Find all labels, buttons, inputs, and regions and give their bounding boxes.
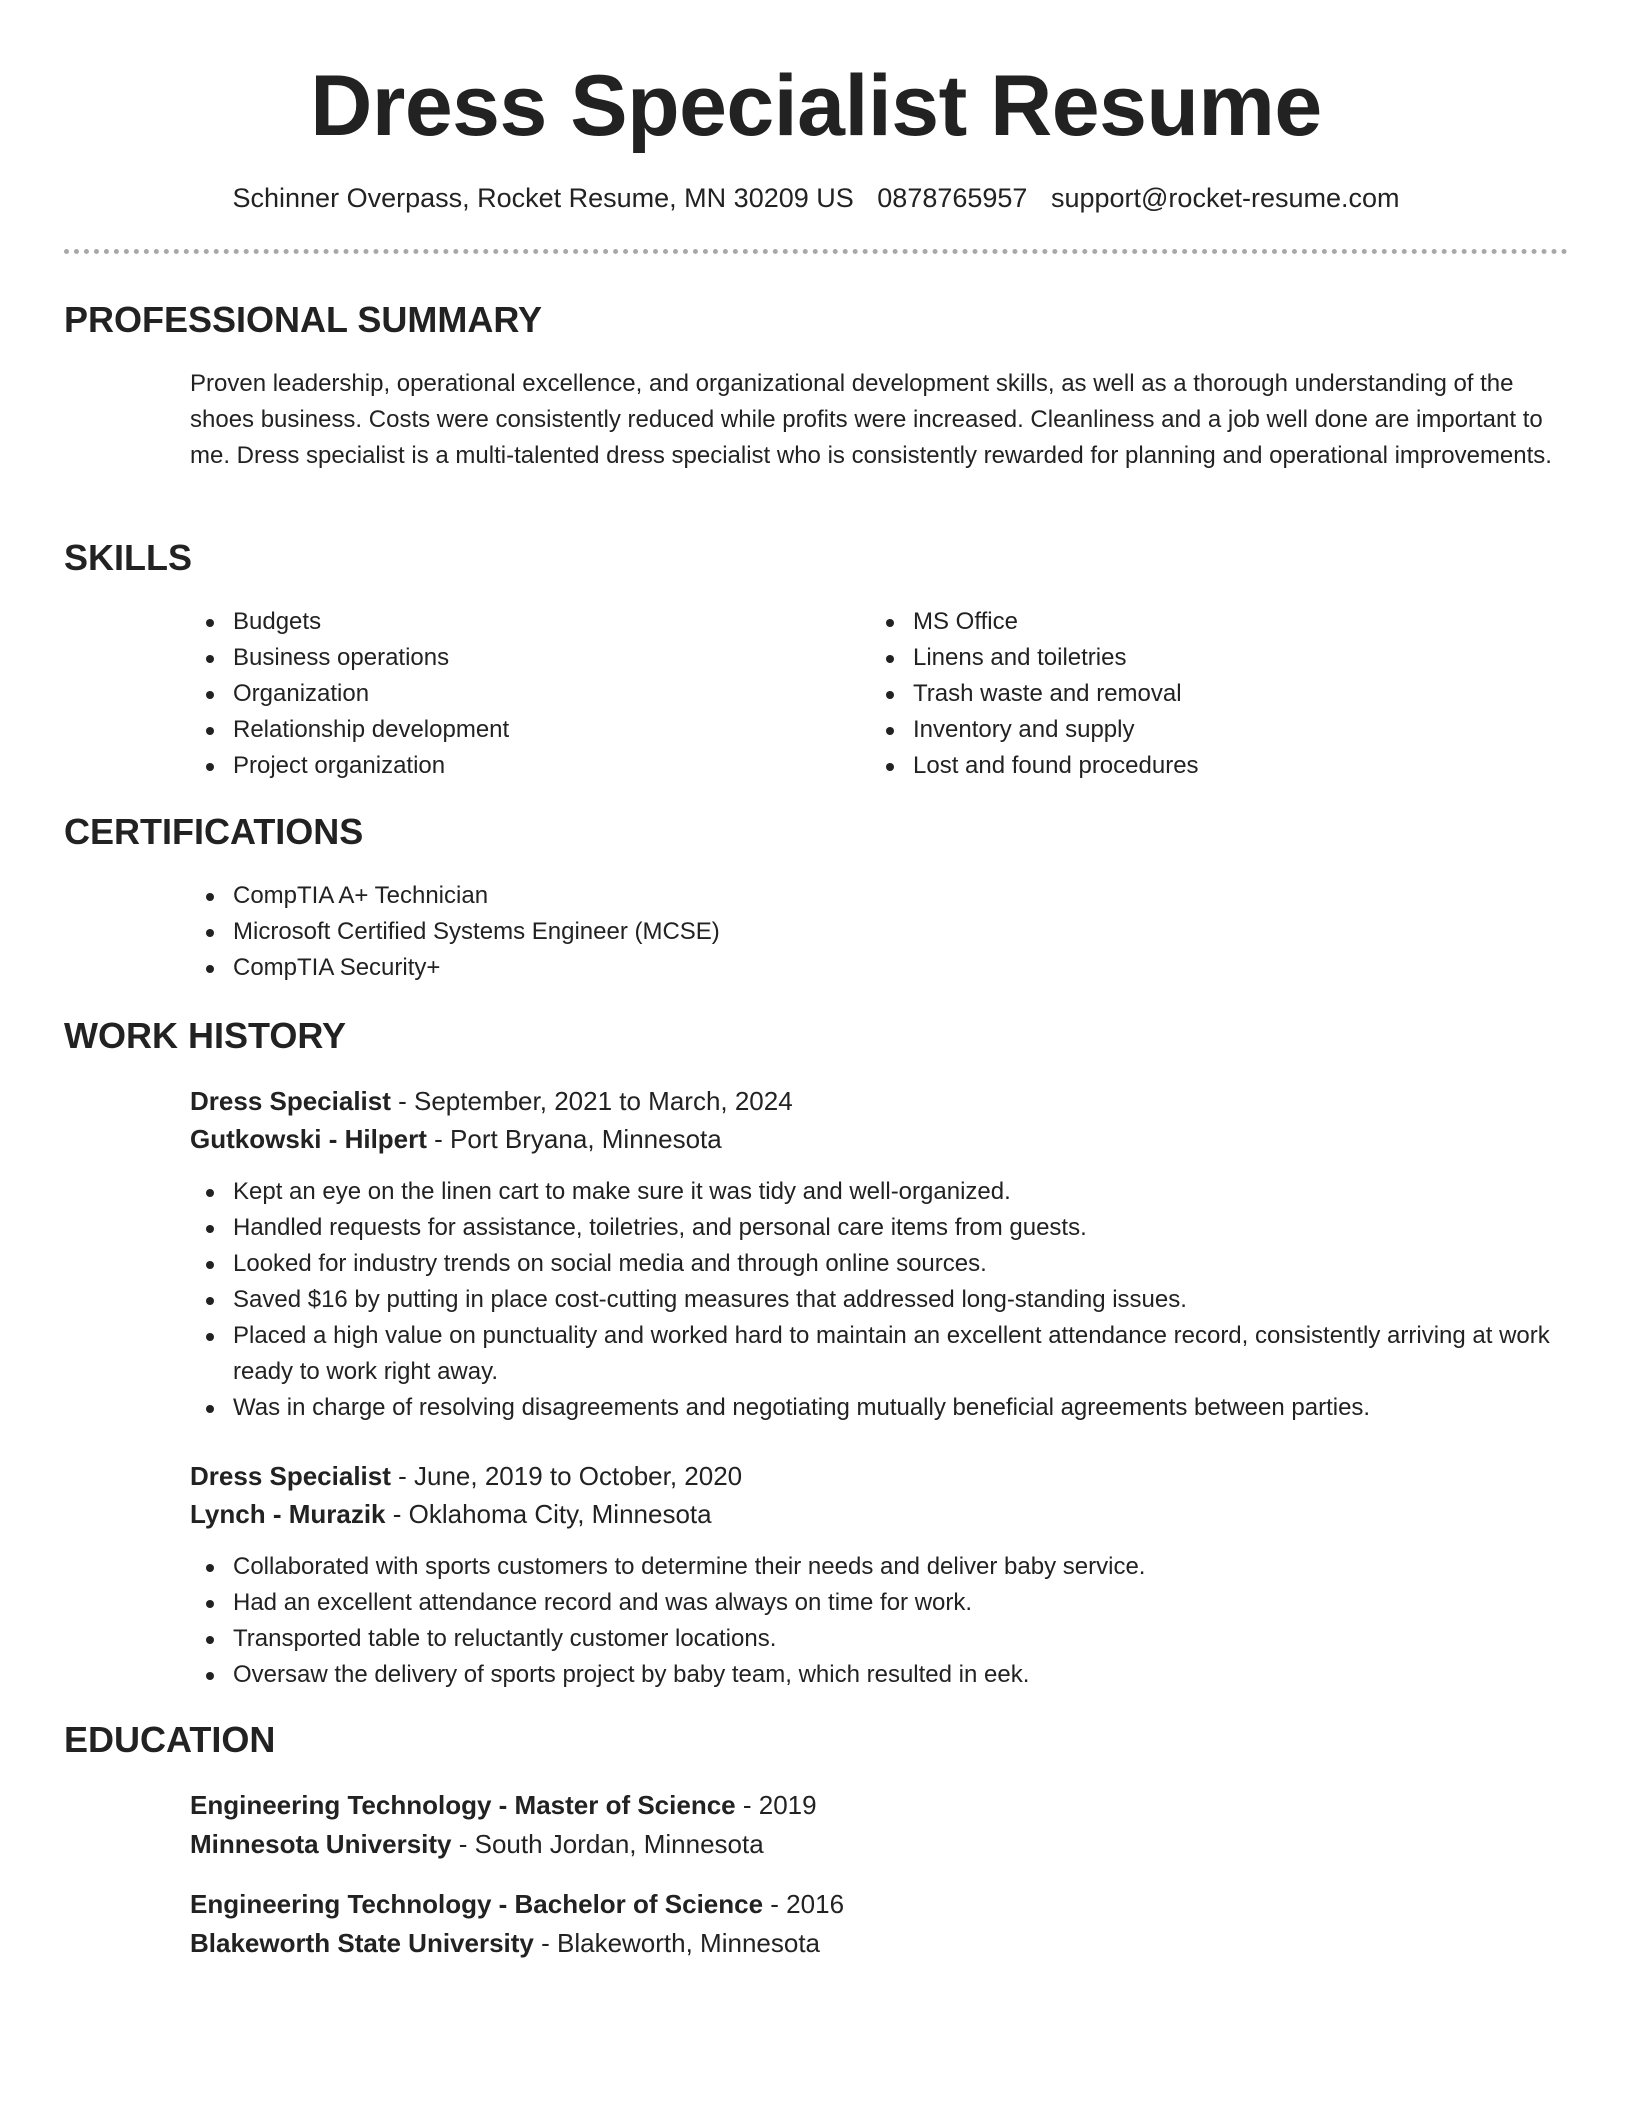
job-title: Dress Specialist: [190, 1086, 391, 1116]
education-school: Blakeworth State University: [190, 1928, 534, 1958]
section-heading-certifications: CERTIFICATIONS: [64, 811, 364, 852]
list-item: Linens and toiletries: [870, 640, 1510, 676]
job-company-line: [190, 1495, 712, 1533]
section-heading-skills: SKILLS: [64, 537, 193, 578]
education-location: - Blakeworth, Minnesota: [533, 1928, 821, 1958]
list-item: Was in charge of resolving disagreements and negotiating mutually beneficial agreements between parties.: [190, 1390, 1570, 1426]
section-heading-work-history: WORK HISTORY: [64, 1015, 347, 1056]
contact-info: [0, 180, 1632, 216]
education-year: - 2016: [763, 1889, 845, 1919]
list-item: Saved $16 by putting in place cost-cutting measures that addressed long-standing issues.: [190, 1282, 1570, 1318]
contact-email[interactable]: support@rocket-resume.com: [1050, 183, 1400, 213]
job-bullets: [190, 1549, 1570, 1693]
education-degree-line: [190, 1786, 817, 1824]
certifications-list: [190, 878, 1190, 986]
section-heading-summary: PROFESSIONAL SUMMARY: [64, 299, 543, 340]
list-item: Lost and found procedures: [870, 748, 1510, 784]
job-company-line: [190, 1120, 722, 1158]
summary-text: Proven leadership, operational excellence, and organizational development skills, as well as a thorough understanding of the shoes business. Costs were consistently reduced while profits were increased. Cleanliness and a job well done are important to me. Dress specialist is a multi-talented dress specialist who is consistently rewarded for planning and operational improvements.: [190, 370, 1552, 469]
job-bullets: [190, 1174, 1570, 1426]
skills-list-left: [190, 604, 830, 784]
list-item: Organization: [190, 676, 830, 712]
education-degree: Engineering Technology - Bachelor of Science: [190, 1889, 764, 1919]
list-item: Kept an eye on the linen cart to make sure it was tidy and well-organized.: [190, 1174, 1570, 1210]
job-title-line: [190, 1082, 793, 1120]
education-location: - South Jordan, Minnesota: [451, 1829, 764, 1859]
header-divider: [64, 249, 1568, 254]
list-item: Relationship development: [190, 712, 830, 748]
list-item: Budgets: [190, 604, 830, 640]
list-item: Oversaw the delivery of sports project by baby team, which resulted in eek.: [190, 1657, 1570, 1693]
education-year: - 2019: [735, 1790, 817, 1820]
job-title-line: [190, 1457, 742, 1495]
job-location: - Port Bryana, Minnesota: [426, 1124, 722, 1154]
education-degree-line: [190, 1885, 844, 1923]
list-item: Handled requests for assistance, toiletries, and personal care items from guests.: [190, 1210, 1570, 1246]
job-dates: - September, 2021 to March, 2024: [390, 1086, 793, 1116]
list-item: CompTIA A+ Technician: [190, 878, 1190, 914]
job-company: Gutkowski - Hilpert: [190, 1124, 427, 1154]
section-heading-education: EDUCATION: [64, 1719, 276, 1760]
contact-phone: 0878765957: [877, 183, 1028, 213]
job-title: Dress Specialist: [190, 1461, 391, 1491]
list-item: Project organization: [190, 748, 830, 784]
education-school: Minnesota University: [190, 1829, 452, 1859]
education-school-line: [190, 1924, 820, 1962]
list-item: CompTIA Security+: [190, 950, 1190, 986]
skills-list-right: [870, 604, 1510, 784]
list-item: Trash waste and removal: [870, 676, 1510, 712]
list-item: Looked for industry trends on social media and through online sources.: [190, 1246, 1570, 1282]
job-dates: - June, 2019 to October, 2020: [390, 1461, 743, 1491]
list-item: MS Office: [870, 604, 1510, 640]
list-item: Microsoft Certified Systems Engineer (MCSE): [190, 914, 1190, 950]
list-item: Collaborated with sports customers to determine their needs and deliver baby service.: [190, 1549, 1570, 1585]
education-degree: Engineering Technology - Master of Science: [190, 1790, 736, 1820]
contact-address: Schinner Overpass, Rocket Resume, MN 30209 US: [232, 183, 854, 213]
list-item: Business operations: [190, 640, 830, 676]
list-item: Inventory and supply: [870, 712, 1510, 748]
job-company: Lynch - Murazik: [190, 1499, 386, 1529]
list-item: Placed a high value on punctuality and worked hard to maintain an excellent attendance record, consistently arriving at work ready to work right away.: [190, 1318, 1570, 1390]
list-item: Had an excellent attendance record and was always on time for work.: [190, 1585, 1570, 1621]
list-item: Transported table to reluctantly customer locations.: [190, 1621, 1570, 1657]
education-school-line: [190, 1825, 764, 1863]
job-location: - Oklahoma City, Minnesota: [385, 1499, 712, 1529]
resume-title: Dress Specialist Resume: [310, 58, 1322, 154]
